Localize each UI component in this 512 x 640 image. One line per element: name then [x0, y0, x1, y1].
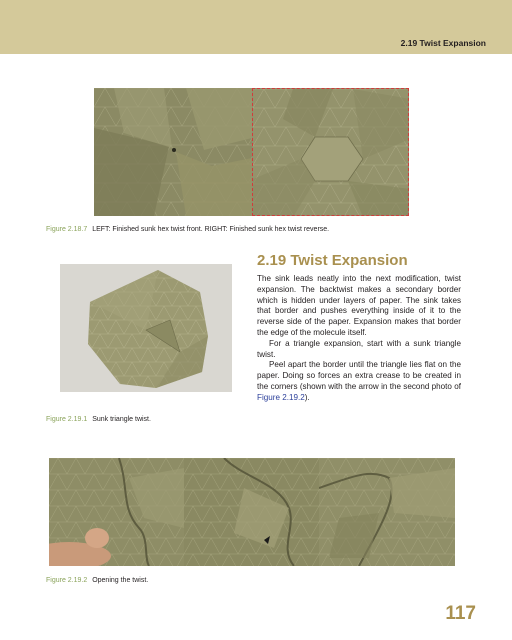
- figure-2-19-2-photo-2: [184, 458, 319, 566]
- section-title: 2.19 Twist Expansion: [257, 252, 408, 269]
- figure-2-18-7-right-photo: [252, 88, 409, 216]
- figure-2-19-2-photo-3: [319, 458, 455, 566]
- paragraph-2: For a triangle expansion, start with a sunk triangle twist.: [257, 338, 461, 359]
- paragraph-3-text: Peel apart the border until the triangle lies flat on the paper. Doing so forces an extra crease to be created in the corners (shown with the arrow in the second photo of: [257, 360, 461, 391]
- figure-2-19-1-caption-text: Sunk triangle twist.: [92, 416, 151, 423]
- figure-2-19-1-photo: [60, 264, 232, 392]
- paragraph-3: [257, 360, 461, 403]
- page-number: 117: [445, 603, 476, 624]
- figure-2-19-2-label: Figure 2.19.2: [46, 577, 88, 584]
- figure-2-19-2-photo-1: [49, 458, 184, 566]
- figure-2-19-2-caption-text: Opening the twist.: [92, 577, 149, 584]
- figure-2-18-7-left-photo: [94, 88, 252, 216]
- running-header-title: 2.19 Twist Expansion: [400, 38, 486, 48]
- figure-2-19-1-label: Figure 2.19.1: [46, 416, 88, 423]
- figure-2-18-7-label: Figure 2.18.7: [46, 226, 88, 233]
- figure-2-18-7-caption-text: LEFT: Finished sunk hex twist front. RIGHT: Finished sunk hex twist reverse.: [92, 226, 330, 233]
- figure-2-19-2-link[interactable]: Figure 2.19.2: [257, 392, 305, 402]
- section-body: [257, 274, 461, 404]
- figure-2-19-2-caption: [46, 577, 148, 584]
- figure-2-18-7-caption: [46, 226, 329, 233]
- figure-2-19-1-caption: [46, 416, 151, 423]
- paragraph-3-end: ).: [304, 392, 310, 402]
- paragraph-1: The sink leads neatly into the next modification, twist expansion. The backtwist makes a secondary border which is hidden under layers of paper. The sink takes that border and pushes everything inside of it to the reverse side of the paper. Expansion makes that border the edge of the molecule itself.: [257, 274, 461, 337]
